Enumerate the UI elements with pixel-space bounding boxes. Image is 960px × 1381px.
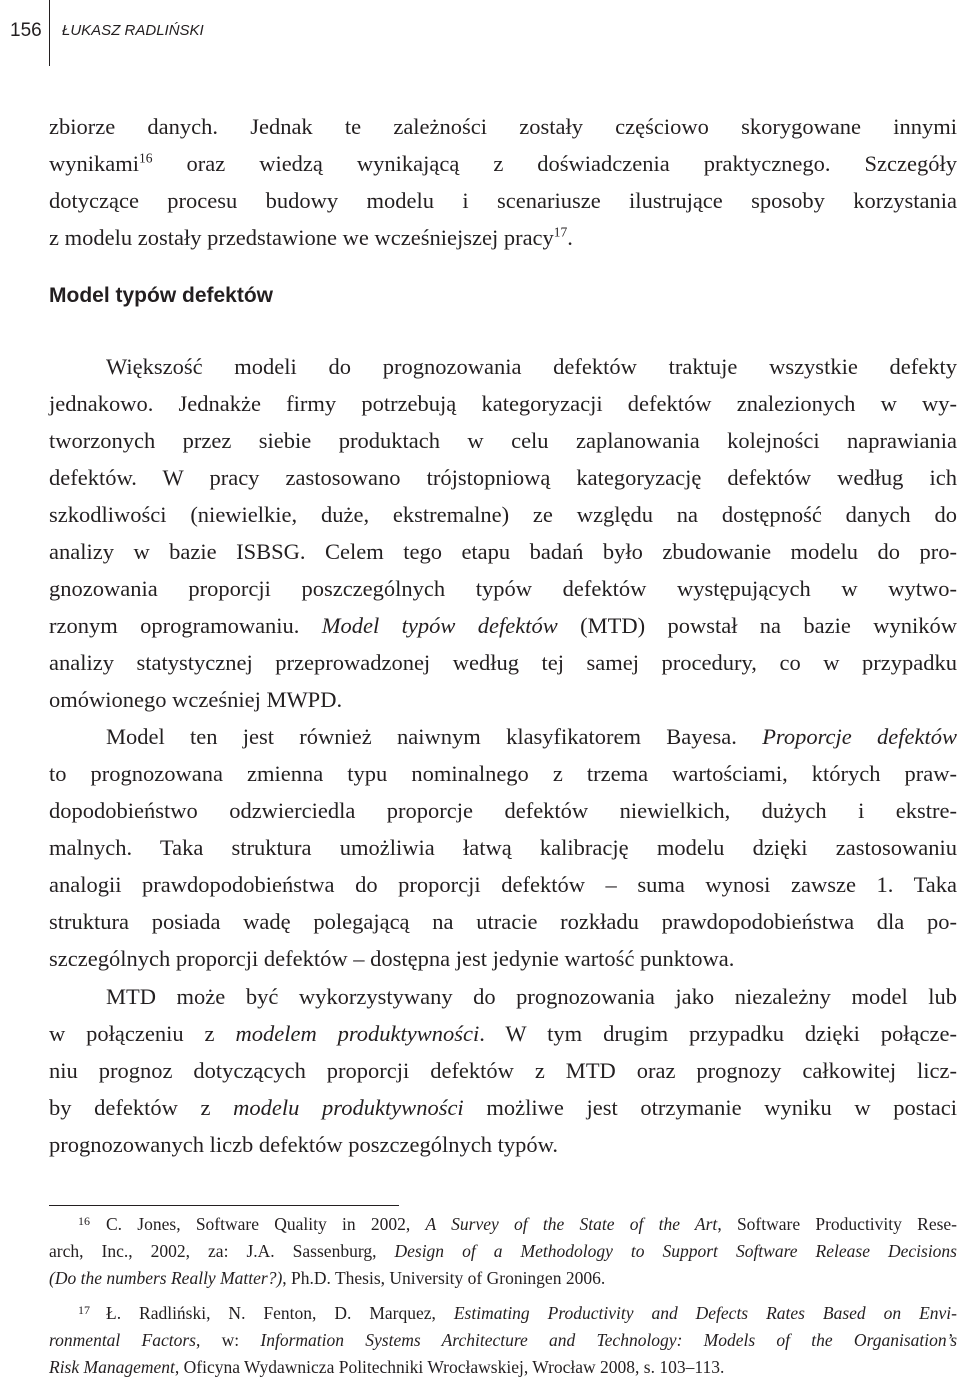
footnote-line: Ł. Radliński, N. Fenton, D. Marquez, Estimating Productivity and Defects Rates Based on Envi-	[106, 1303, 957, 1323]
section-heading: Model typów defektów	[49, 284, 274, 307]
running-head-author: ŁUKASZ RADLIŃSKI	[62, 22, 204, 39]
body-line: dotyczące procesu budowy modelu i scenariusze ilustrujące sposoby korzystania	[49, 188, 957, 213]
body-line: dopodobieństwo odzwierciedla proporcje defektów niewielkich, dużych i ekstre-	[49, 798, 957, 823]
body-line: defektów. W pracy zastosowano trójstopniową kategoryzację defektów według ich	[49, 465, 957, 490]
footnote-number: 16	[78, 1214, 90, 1228]
body-line: rzonym oprogramowaniu. Model typów defektów (MTD) powstał na bazie wyników	[49, 613, 957, 638]
footnote-line: arch, Inc., 2002, za: J.A. Sassenburg, Design of a Methodology to Support Software Release Decisions	[49, 1241, 957, 1261]
header-divider	[49, 0, 50, 66]
body-line: analogii prawdopodobieństwa do proporcji defektów – suma wynosi zawsze 1. Taka	[49, 872, 957, 897]
body-line: szkodliwości (niewielkie, duże, ekstremalne) ze względu na dostępność danych do	[49, 502, 957, 527]
italic-term: Model typów defektów	[321, 613, 558, 638]
body-line: omówionego wcześniej MWPD.	[49, 687, 343, 712]
italic-term: Proporcje defektów	[762, 724, 957, 749]
body-line: prognozowanych liczb defektów poszczególnych typów.	[49, 1132, 558, 1157]
body-line: niu prognoz dotyczących proporcji defektów z MTD oraz prognozy całkowitej licz-	[49, 1058, 957, 1083]
body-line: w połączeniu z modelem produktywności. W tym drugim przypadku dzięki połącze-	[49, 1021, 957, 1046]
body-line: by defektów z modelu produktywności możliwe jest otrzymanie wyniku w postaci	[49, 1095, 958, 1120]
body-line: gnozowania proporcji poszczególnych typów defektów występujących w wytwo-	[49, 576, 957, 601]
italic-term: modelu produktywności	[233, 1095, 464, 1120]
footnote-ref[interactable]: 17	[553, 224, 568, 240]
footnote-line: (Do the numbers Really Matter?), Ph.D. Thesis, University of Groningen 2006.	[49, 1268, 606, 1288]
page-number: 156	[10, 20, 42, 41]
body-line: z modelu zostały przedstawione we wcześniejszej pracy$^{17}$.	[49, 224, 573, 250]
body-line: analizy w bazie ISBSG. Celem tego etapu badań było zbudowanie modelu do pro-	[49, 539, 957, 564]
body-line: szczególnych proporcji defektów – dostępna jest jedynie wartość punktowa.	[49, 946, 735, 971]
running-header	[0, 0, 960, 66]
body-line: malnych. Taka struktura umożliwia łatwą kalibrację modelu dzięki zastosowaniu	[49, 835, 957, 860]
body-line: to prognozowana zmienna typu nominalnego z trzema wartościami, których praw-	[49, 761, 957, 786]
footnote-number: 17	[78, 1303, 90, 1317]
body-line: zbiorze danych. Jednak te zależności zostały częściowo skorygowane innymi	[49, 114, 957, 139]
footnote-line: ronmental Factors, w: Information Systems Architecture and Technology: Models of the Organisation’s	[49, 1330, 958, 1350]
footnote-rule	[49, 1205, 399, 1206]
body-line: tworzonych przez siebie produktach w celu zaplanowania kolejności naprawiania	[49, 428, 957, 453]
footnote-ref[interactable]: 16	[139, 150, 153, 166]
body-line: jednakowo. Jednakże firmy potrzebują kategoryzacji defektów znalezionych w wy-	[49, 391, 957, 416]
body-line: wynikami$^{16}$ oraz wiedzą wynikającą z doświadczenia praktycznego. Szczegóły	[49, 150, 957, 176]
body-line: struktura posiada wadę polegającą na utracie rozkładu prawdopodobieństwa dla po-	[49, 909, 957, 934]
body-line: MTD może być wykorzystywany do prognozowania jako niezależny model lub	[106, 984, 957, 1009]
footnote-line: C. Jones, Software Quality in 2002, A Survey of the State of the Art, Software Productivity Rese-	[106, 1214, 957, 1234]
body-line: analizy statystycznej przeprowadzonej według tej samej procedury, co w przypadku	[49, 650, 957, 675]
footnote-line: Risk Management, Oficyna Wydawnicza Politechniki Wrocławskiej, Wrocław 2008, s. 103–113.	[49, 1357, 725, 1377]
italic-term: modelem produktywności	[235, 1021, 480, 1046]
body-line: Model ten jest również naiwnym klasyfikatorem Bayesa. Proporcje defektów	[106, 724, 957, 749]
body-line: Większość modeli do prognozowania defektów traktuje wszystkie defekty	[106, 354, 957, 379]
